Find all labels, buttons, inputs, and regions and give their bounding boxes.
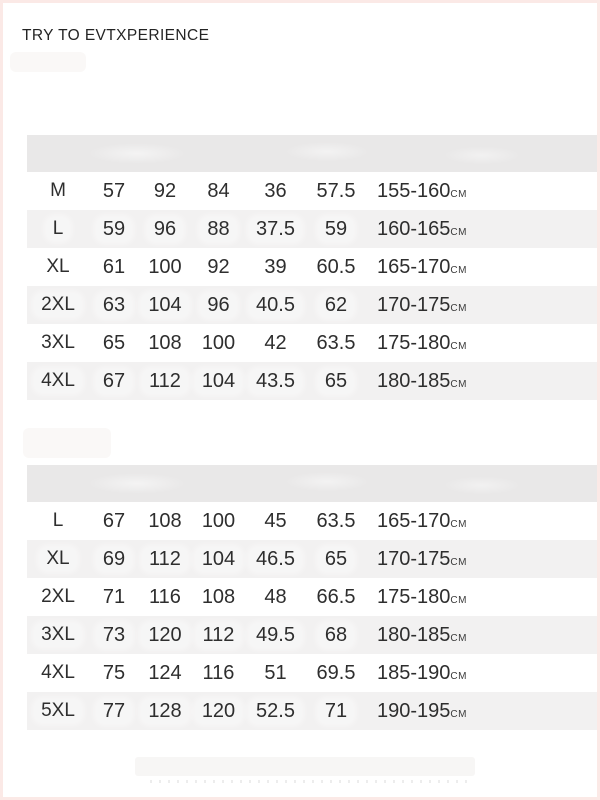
table-row <box>27 210 597 248</box>
unit-label: CM <box>450 264 467 276</box>
table-rows <box>27 172 597 400</box>
table-row <box>27 502 597 540</box>
value-cell: 128 <box>139 699 191 724</box>
value-cell: 67 <box>89 369 139 394</box>
unit-label: CM <box>450 632 467 644</box>
size-cell: L <box>27 217 89 241</box>
height-range-cell: 165-170CM <box>377 255 467 278</box>
value-cell: 43.5 <box>246 369 305 394</box>
size-cell: XL <box>27 547 89 571</box>
value-cell: 96 <box>191 293 246 318</box>
height-range-cell: 160-165CM <box>377 217 467 240</box>
value-cell: 65 <box>102 331 126 354</box>
value-cell: 46.5 <box>246 547 305 572</box>
value-cell: 77 <box>89 699 139 724</box>
unit-label: CM <box>450 594 467 606</box>
value-cell: 63.5 <box>316 331 356 354</box>
value-cell: 45 <box>264 509 287 532</box>
value-cell: 124 <box>148 661 182 684</box>
unit-label: CM <box>450 302 467 314</box>
value-cell: 88 <box>191 217 246 242</box>
height-range-cell: 155-160CM <box>377 179 467 202</box>
value-cell: 120 <box>191 699 246 724</box>
value-cell: 63.5 <box>316 509 356 532</box>
unit-label: CM <box>450 518 467 530</box>
size-cell: 5XL <box>27 699 89 723</box>
table-header-band <box>27 135 597 172</box>
value-cell: 92 <box>207 255 230 278</box>
table-row <box>27 540 597 578</box>
value-cell: 112 <box>139 369 191 394</box>
value-cell: 65 <box>305 369 367 394</box>
value-cell: 112 <box>191 623 246 648</box>
height-range-cell: 170-175CM <box>377 293 467 316</box>
value-cell: 60.5 <box>316 255 356 278</box>
value-cell: 73 <box>89 623 139 648</box>
value-cell: 120 <box>139 623 191 648</box>
value-cell: 108 <box>148 331 182 354</box>
value-cell: 36 <box>264 179 287 202</box>
value-cell: 37.5 <box>246 217 305 242</box>
value-cell: 100 <box>148 255 182 278</box>
size-cell: 4XL <box>41 662 75 683</box>
value-cell: 75 <box>102 661 126 684</box>
height-range-cell: 175-180CM <box>377 585 467 608</box>
value-cell: 59 <box>89 217 139 242</box>
size-cell: 2XL <box>27 293 89 317</box>
value-cell: 51 <box>264 661 287 684</box>
value-cell: 116 <box>149 585 181 608</box>
height-range-cell: 180-185CM <box>377 623 467 646</box>
value-cell: 68 <box>305 623 367 648</box>
value-cell: 71 <box>305 699 367 724</box>
height-range-cell: 165-170CM <box>377 509 467 532</box>
unit-label: CM <box>450 670 467 682</box>
table-row <box>27 654 597 692</box>
height-range-cell: 180-185CM <box>377 369 467 392</box>
size-cell: 3XL <box>41 332 75 353</box>
table-row <box>27 578 597 616</box>
bottom-size-table <box>27 465 597 730</box>
table-row <box>27 172 597 210</box>
table-row <box>27 248 597 286</box>
value-cell: 104 <box>139 293 191 318</box>
value-cell: 71 <box>102 585 126 608</box>
unit-label: CM <box>450 556 467 568</box>
table-row <box>27 616 597 654</box>
value-cell: 57 <box>102 179 126 202</box>
size-cell: 4XL <box>27 369 89 393</box>
value-cell: 100 <box>201 509 236 532</box>
table-row <box>27 362 597 400</box>
size-cell: L <box>52 510 64 531</box>
erased-label-area-top <box>10 52 86 72</box>
table-row <box>27 692 597 730</box>
value-cell: 39 <box>264 255 287 278</box>
value-cell: 92 <box>153 179 177 202</box>
value-cell: 104 <box>191 369 246 394</box>
value-cell: 48 <box>264 585 287 608</box>
height-range-cell: 175-180CM <box>377 331 467 354</box>
height-range-cell: 170-175CM <box>377 547 467 570</box>
value-cell: 52.5 <box>246 699 305 724</box>
value-cell: 108 <box>201 585 236 608</box>
value-cell: 96 <box>139 217 191 242</box>
value-cell: 69.5 <box>316 661 356 684</box>
value-cell: 49.5 <box>246 623 305 648</box>
size-cell: 2XL <box>41 586 75 607</box>
height-range-cell: 185-190CM <box>377 661 467 684</box>
table-header-band <box>27 465 597 502</box>
unit-label: CM <box>450 226 467 238</box>
value-cell: 108 <box>148 509 182 532</box>
size-cell: 3XL <box>27 623 89 647</box>
value-cell: 57.5 <box>316 179 356 202</box>
table-row <box>27 324 597 362</box>
value-cell: 42 <box>264 331 287 354</box>
size-cell: M <box>50 180 66 201</box>
unit-label: CM <box>450 340 467 352</box>
value-cell: 66.5 <box>316 585 356 608</box>
erased-label-area-middle <box>23 428 111 458</box>
height-range-cell: 190-195CM <box>377 699 467 722</box>
value-cell: 112 <box>139 547 191 572</box>
unit-label: CM <box>450 708 467 720</box>
size-cell: XL <box>46 256 70 277</box>
watermark-box <box>135 757 475 776</box>
value-cell: 100 <box>201 331 236 354</box>
value-cell: 63 <box>89 293 139 318</box>
value-cell: 67 <box>102 509 126 532</box>
value-cell: 84 <box>207 179 230 202</box>
watermark-caption-dots <box>150 780 470 783</box>
value-cell: 59 <box>305 217 367 242</box>
value-cell: 40.5 <box>246 293 305 318</box>
table-rows <box>27 502 597 730</box>
value-cell: 104 <box>191 547 246 572</box>
value-cell: 116 <box>202 661 235 684</box>
page-title: TRY TO EVTXPERIENCE <box>22 27 210 44</box>
unit-label: CM <box>450 188 467 200</box>
unit-label: CM <box>450 378 467 390</box>
table-row <box>27 286 597 324</box>
value-cell: 61 <box>102 255 126 278</box>
value-cell: 62 <box>305 293 367 318</box>
value-cell: 69 <box>89 547 139 572</box>
value-cell: 65 <box>305 547 367 572</box>
top-size-table <box>27 135 597 400</box>
